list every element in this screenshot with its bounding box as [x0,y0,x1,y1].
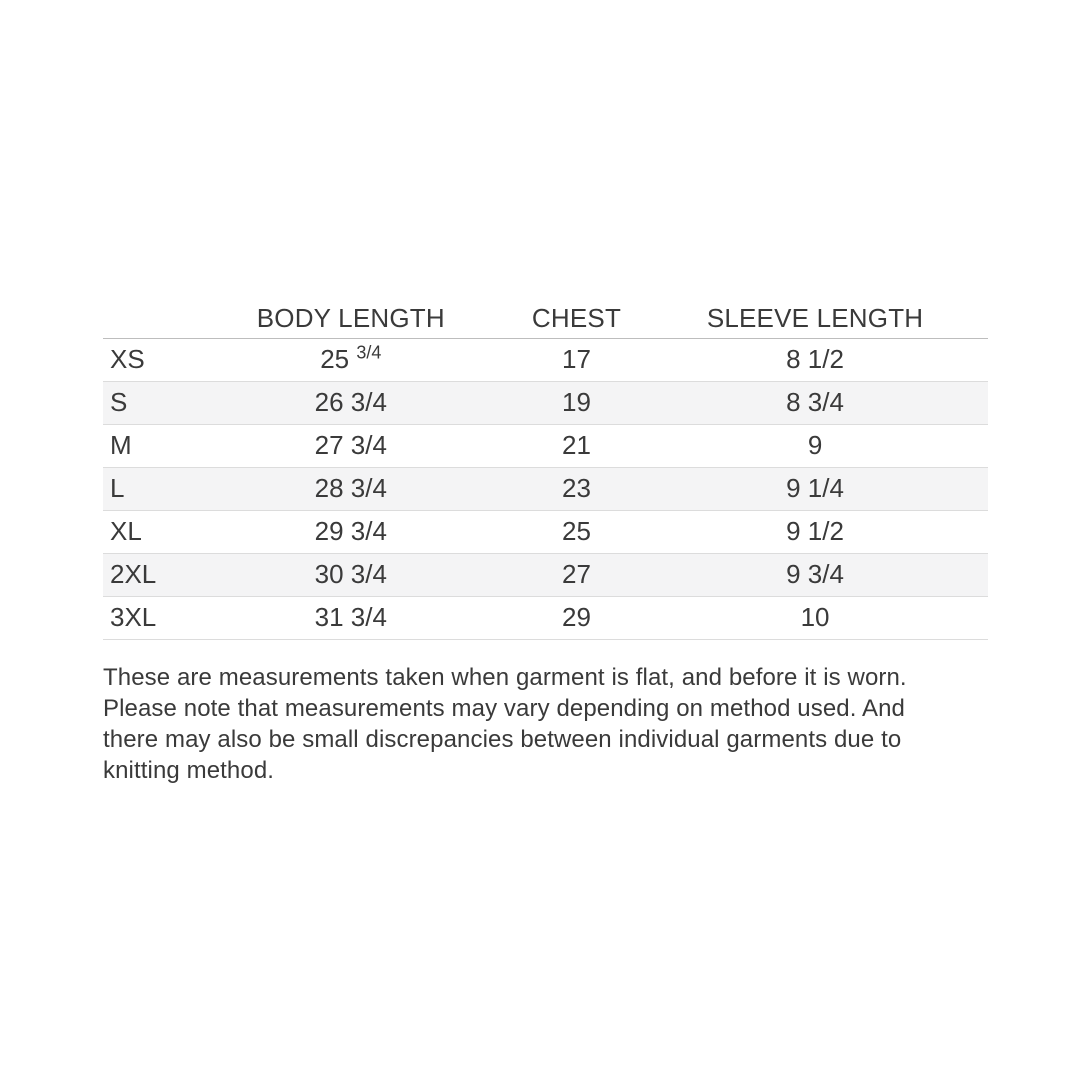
table-row [103,338,988,381]
size-chart-header [103,300,988,338]
body-length-number: 30 3/4 [314,559,387,589]
body-length-value [236,553,466,596]
size-table-body [103,338,988,639]
note-line: These are measurements taken when garment is flat, and before it is worn. [103,663,907,691]
table-row [103,553,988,596]
size-label: XL [103,510,236,553]
body-length-number: 26 3/4 [314,387,387,417]
size-chart-table [103,300,988,640]
chest-value: 17 [466,338,687,381]
table-row [103,467,988,510]
sleeve-length-value: 9 [687,424,988,467]
body-length-number: 31 3/4 [314,602,387,632]
chest-value: 21 [466,424,687,467]
body-length-number: 29 3/4 [314,516,387,546]
sleeve-length-value: 9 1/4 [687,467,988,510]
sleeve-length-value: 8 3/4 [687,381,988,424]
column-header-sleeve: SLEEVE LENGTH [687,300,988,338]
size-label: 3XL [103,596,236,639]
chest-value: 19 [466,381,687,424]
body-length-value [236,467,466,510]
chest-value: 25 [466,510,687,553]
body-length-value [236,381,466,424]
sleeve-length-value: 8 1/2 [687,338,988,381]
chest-value: 29 [466,596,687,639]
body-length-value [236,424,466,467]
size-label: L [103,467,236,510]
measurement-note [103,662,988,786]
column-header-chest: CHEST [466,300,687,338]
note-line: Please note that measurements may vary depending on method used. And [103,694,905,722]
body-length-value [236,596,466,639]
table-row [103,381,988,424]
body-length-value [236,338,466,381]
sleeve-length-value: 9 3/4 [687,553,988,596]
body-length-number: 28 3/4 [314,473,387,503]
column-header-body: BODY LENGTH [236,300,466,338]
note-line: there may also be small discrepancies between individual garments due to [103,725,902,753]
size-label: S [103,381,236,424]
size-label: 2XL [103,553,236,596]
table-row [103,424,988,467]
table-row [103,510,988,553]
chest-value: 27 [466,553,687,596]
size-chart-section [103,300,988,786]
body-length-number: 25 [320,344,350,374]
table-row [103,596,988,639]
sleeve-length-value: 9 1/2 [687,510,988,553]
body-length-number: 27 3/4 [314,430,387,460]
size-label: XS [103,338,236,381]
sleeve-length-value: 10 [687,596,988,639]
body-length-fraction-sup: 3/4 [356,342,382,363]
size-label: M [103,424,236,467]
body-length-value [236,510,466,553]
chest-value: 23 [466,467,687,510]
header-row [103,300,988,338]
column-header-size [103,300,236,338]
note-line: knitting method. [103,756,275,784]
